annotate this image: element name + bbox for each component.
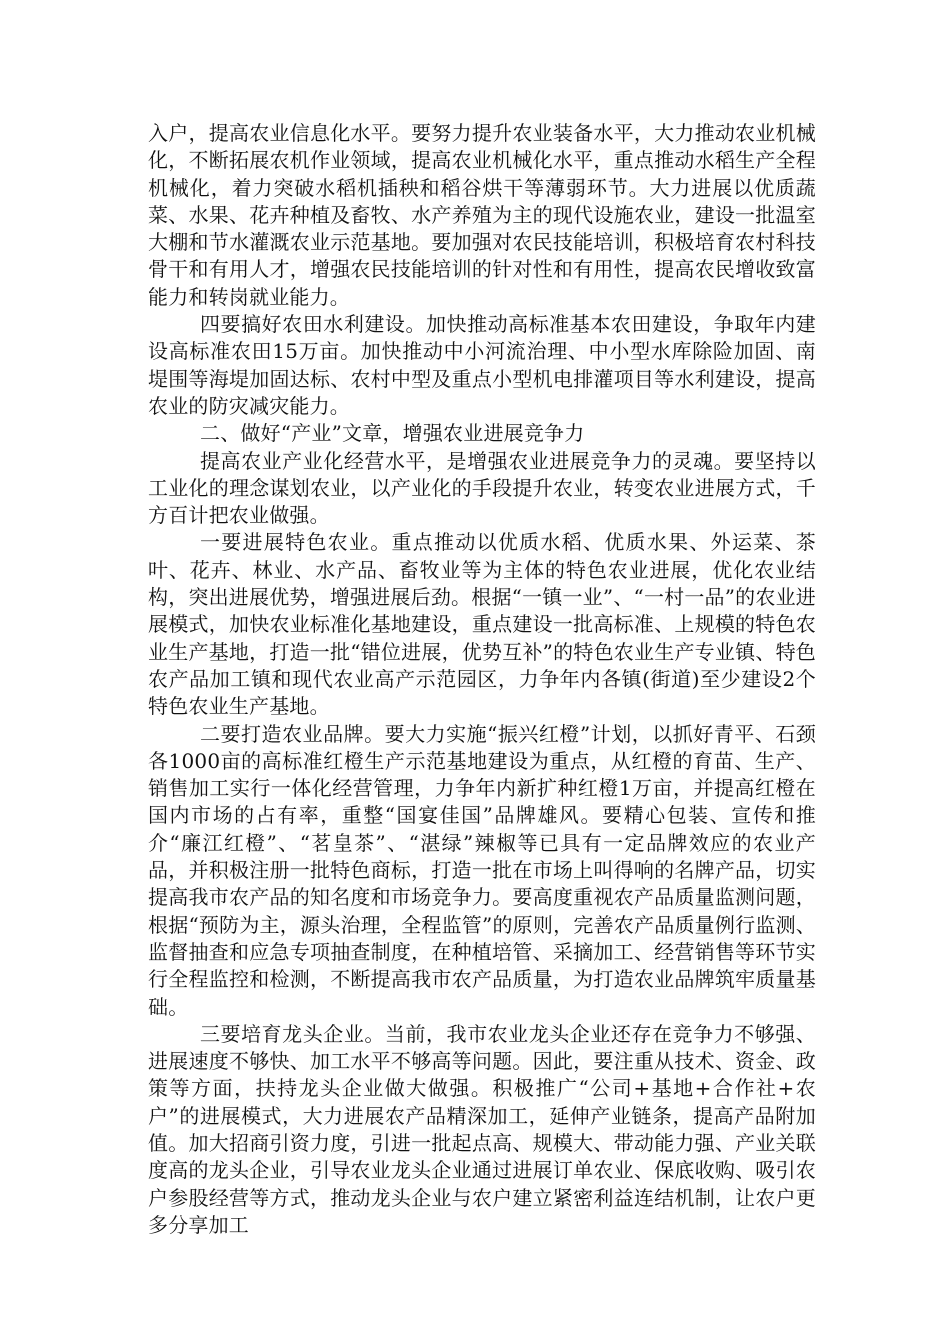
paragraph-irrigation: 四要搞好农田水利建设。加快推动高标准基本农田建设，争取年内建设高标准农田15万亩。加快推动中小河流治理、中小型水库除险加固、南堤围等海堤加固达标、农村中型及重点小型机电排灌项目等水利建设，提高农业的防灾减灾能力。 bbox=[148, 312, 816, 418]
section-heading-industry: 二、做好“产业”文章，增强农业进展竞争力 bbox=[200, 421, 585, 446]
paragraph-agricultural-brand: 二要打造农业品牌。要大力实施“振兴红橙”计划，以抓好青平、石颈各1000亩的高标准红橙生产示范基地建设为重点，从红橙的育苗、生产、销售加工实行一体化经营管理，力争年内新扩种红橙1万亩，并提高红橙在国内市场的占有率，重整“国宴佳国”品牌雄风。要精心包装、宣传和推介“廉江红橙”、“茗皇茶”、“湛绿”辣椒等已具有一定品牌效应的农业产品，并积极注册一批特色商标，打造一批在市场上叫得响的名牌产品，切实提高我市农产品的知名度和市场竞争力。要高度重视农产品质量监测问题，根据“预防为主，源头治理，全程监管”的原则，完善农产品质量例行监测、监督抽查和应急专项抽查制度，在种植培管、采摘加工、经营销售等环节实行全程监控和检测，不断提高我市农产品质量，为打造农业品牌筑牢质量基础。 bbox=[148, 721, 816, 1019]
paragraph-specialty-agriculture: 一要进展特色农业。重点推动以优质水稻、优质水果、外运菜、茶叶、花卉、林业、水产品、畜牧业等为主体的特色农业进展，优化农业结构，突出进展优势，增强进展后劲。根据“一镇一业”、“一村一品”的农业进展模式，加快农业标准化基地建设，重点建设一批高标准、上规模的特色农业生产基地，打造一批“错位进展，优势互补”的特色农业生产专业镇、特色农产品加工镇和现代农业高产示范园区，力争年内各镇(街道)至少建设2个特色农业生产基地。 bbox=[148, 530, 816, 719]
paragraph-leading-enterprises: 三要培育龙头企业。当前，我市农业龙头企业还存在竞争力不够强、进展速度不够快、加工水平不够高等问题。因此，要注重从技术、资金、政策等方面，扶持龙头企业做大做强。积极推广“公司+基地+合作社+农户”的进展模式，大力进展农产品精深加工，延伸产业链条，提高产品附加值。加大招商引资力度，引进一批起点高、规模大、带动能力强、产业关联度高的龙头企业，引导农业龙头企业通过进展订单农业、保底收购、吸引农户参股经营等方式，推动龙头企业与农户建立紧密利益连结机制，让农户更多分享加工 bbox=[148, 1021, 816, 1237]
paragraph-industrialization: 提高农业产业化经营水平，是增强农业进展竞争力的灵魂。要坚持以工业化的理念谋划农业，以产业化的手段提升农业，转变农业进展方式，千方百计把农业做强。 bbox=[148, 448, 816, 528]
paragraph-farm-mechanization: 入户，提高农业信息化水平。要努力提升农业装备水平，大力推动农业机械化，不断拓展农机作业领域，提高农业机械化水平，重点推动水稻生产全程机械化，着力突破水稻机插秧和稻谷烘干等薄弱环节。大力进展以优质蔬菜、水果、花卉种植及畜牧、水产养殖为主的现代设施农业，建设一批温室大棚和节水灌溉农业示范基地。要加强对农民技能培训，积极培育农村科技骨干和有用人才，增强农民技能培训的针对性和有用性，提高农民增收致富能力和转岗就业能力。 bbox=[148, 121, 816, 309]
document-page bbox=[148, 120, 816, 1239]
